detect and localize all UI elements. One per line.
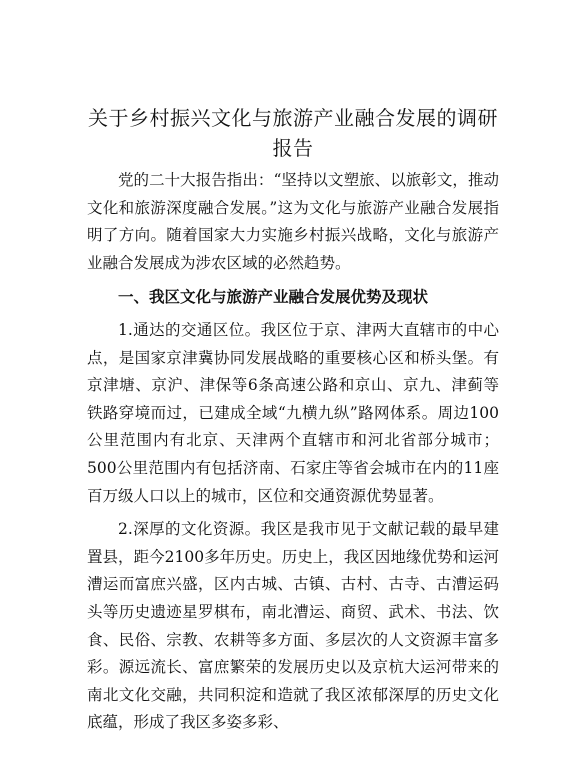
section-1-heading: 一、我区文化与旅游产业融合发展优势及现状 (118, 287, 429, 307)
document-title-line-1: 关于乡村振兴文化与旅游产业融合发展的调研 (88, 106, 498, 130)
document-title (70, 103, 516, 163)
document-title-line-2: 报告 (272, 136, 314, 160)
intro-paragraph: 党的二十大报告指出：“坚持以文塑旅、以旅彰文，推动文化和旅游深度融合发展。”这为文化与旅游产业融合发展指明了方向。随着国家大力实施乡村振兴战略，文化与旅游产业融合发展成为涉农区域的必然趋势。 (87, 171, 499, 272)
point-1-paragraph: 1.通达的交通区位。我区位于京、津两大直辖市的中心点，是国家京津冀协同发展战略的重要核心区和桥头堡。有京津塘、京沪、津保等6条高速公路和京山、京九、津蓟等铁路穿境而过，已建成全域“九横九纵”路网体系。周边100公里范围内有北京、天津两个直辖市和河北省部分城市；500公里范围内有包括济南、石家庄等省会城市在内的11座百万级人口以上的城市，区位和交通资源优势显著。 (87, 320, 499, 505)
document-body (87, 167, 499, 737)
point-2-paragraph: 2.深厚的文化资源。我区是我市见于文献记载的最早建置县，距今2100多年历史。历史上，我区因地缘优势和运河漕运而富庶兴盛，区内古城、古镇、古村、古寺、古漕运码头等历史遗迹星罗棋布，南北漕运、商贸、武术、书法、饮食、民俗、宗教、农耕等多方面、多层次的人文资源丰富多彩。源远流长、富庶繁荣的发展历史以及京杭大运河带来的南北文化交融，共同积淀和造就了我区浓郁深厚的历史文化底蕴，形成了我区多姿多彩、 (87, 520, 499, 732)
